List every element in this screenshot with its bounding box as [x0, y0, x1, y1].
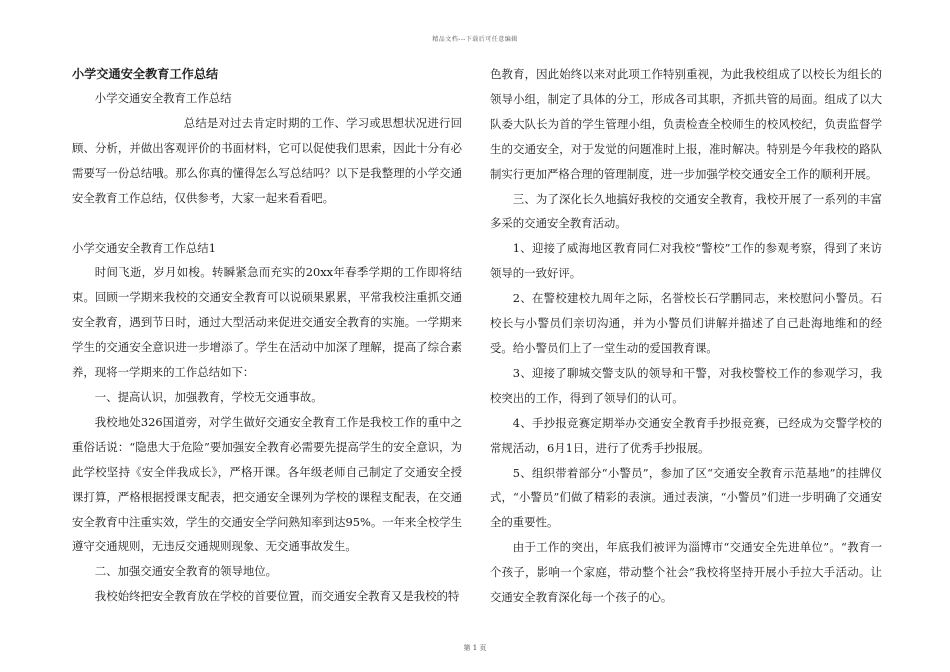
heading-1: 一、提高认识，加强教育，学校无交通事故。 [94, 389, 323, 404]
heading-3: 三、为了深化长久地搞好我校的交通安全教育，我校开展了一系列的丰富多采的交通安全教育活动。 [490, 191, 882, 231]
list-item-4: 4、手抄报竞赛定期举办交通安全教育手抄报竞赛，已经成为交警学校的常规活动，6月1日，进行了优秀手抄报展。 [490, 415, 882, 455]
list-item-2: 2、在警校建校九周年之际，名誉校长石学鹏同志，来校慰问小警员。石校长与小警员们亲切沟通，并为小警员们讲解并描述了自己赴海地维和的经受。给小警员们上了一堂生动的爱国教育课。 [490, 291, 882, 355]
paragraph-1: 时间飞逝，岁月如梭。转瞬紧急而充实的20xx年春季学期的工作即将结束。回顾一学期来我校的交通安全教育可以说硕果累累，平常我校注重抓交通安全教育，遇到节日时，通过大型活动来促进交通安全教育的实施。一学期来学生的交通安全意识进一步增添了。学生在活动中加深了理解，提高了综合素养，现将一学期来的工作总结如下： [72, 265, 462, 380]
paragraph-3-continued: 色教育，因此始终以来对此项工作特别重视，为此我校组成了以校长为组长的领导小组，制定了具体的分工，形成各司其职，齐抓共管的局面。组成了以大队委大队长为首的学生管理小组，负责检查全校师生的校风校纪，负责监督学生的交通安全，对于发觉的问题准时上报，准时解决。特别是今年我校的路队制实行更加严格合理的管理制度，进一步加强学校交通安全工作的顺利开展。 [490, 67, 882, 181]
intro-paragraph: 总结是对过去肯定时期的工作、学习或思想状况进行回顾、分析，并做出客观评价的书面材料，它可以促使我们思索，因此十分有必需要写一份总结哦。那么你真的懂得怎么写总结吗？以下是我整理的小学交通安全教育工作总结，仅供参考，大家一起来看看吧。 [72, 115, 462, 205]
closing-paragraph: 由于工作的突出，年底我们被评为淄博市“交通安全先进单位”。“教育一个孩子，影响一个家庭，带动整个社会”我校将坚持开展小手拉大手活动。让交通安全教育深化每一个孩子的心。 [490, 540, 882, 605]
list-item-3: 3、迎接了聊城交警支队的领导和干警，对我校警校工作的参观学习，我校突出的工作，得到了领导们的认可。 [490, 365, 882, 405]
section-title: 小学交通安全教育工作总结1 [72, 240, 216, 255]
left-column [72, 62, 462, 609]
page-number: 第 1 页 [463, 644, 487, 652]
spacer [72, 211, 462, 236]
right-column [490, 62, 882, 610]
list-item-1: 1、迎接了威海地区教育同仁对我校“警校”工作的参观考察，得到了来访领导的一致好评。 [490, 241, 882, 281]
heading-2: 二、加强交通安全教育的领导地位。 [94, 564, 278, 579]
document-subtitle: 小学交通安全教育工作总结 [94, 91, 232, 105]
paragraph-2: 我校地处326国道旁，对学生做好交通安全教育工作是我校工作的重中之重俗话说：“隐患大于危险”要加强安全教育必需要先提高学生的安全意识，为此学校坚持《安全伴我成长》，严格开课。各年级老师自己制定了交通安全授课打算，严格根据授课支配表，把交通安全课列为学校的课程支配表，在交通安全教育中注重实效，学生的交通安全学问熟知率到达95%。一年来全校学生遵守交通规则，无违反交通规则现象、无交通事故发生。 [72, 414, 462, 554]
document-title: 小学交通安全教育工作总结 [72, 67, 219, 81]
paragraph-3: 我校始终把安全教育放在学校的首要位置，而交通安全教育又是我校的特 [94, 589, 460, 604]
header-note: 精品文档---下载后可任意编辑 [432, 36, 518, 43]
list-item-5: 5、组织带着部分“小警员”，参加了区“交通安全教育示范基地”的挂牌仪式，“小警员”们做了精彩的表演。通过表演，“小警员”们进一步明确了交通安全的重要性。 [490, 465, 882, 530]
